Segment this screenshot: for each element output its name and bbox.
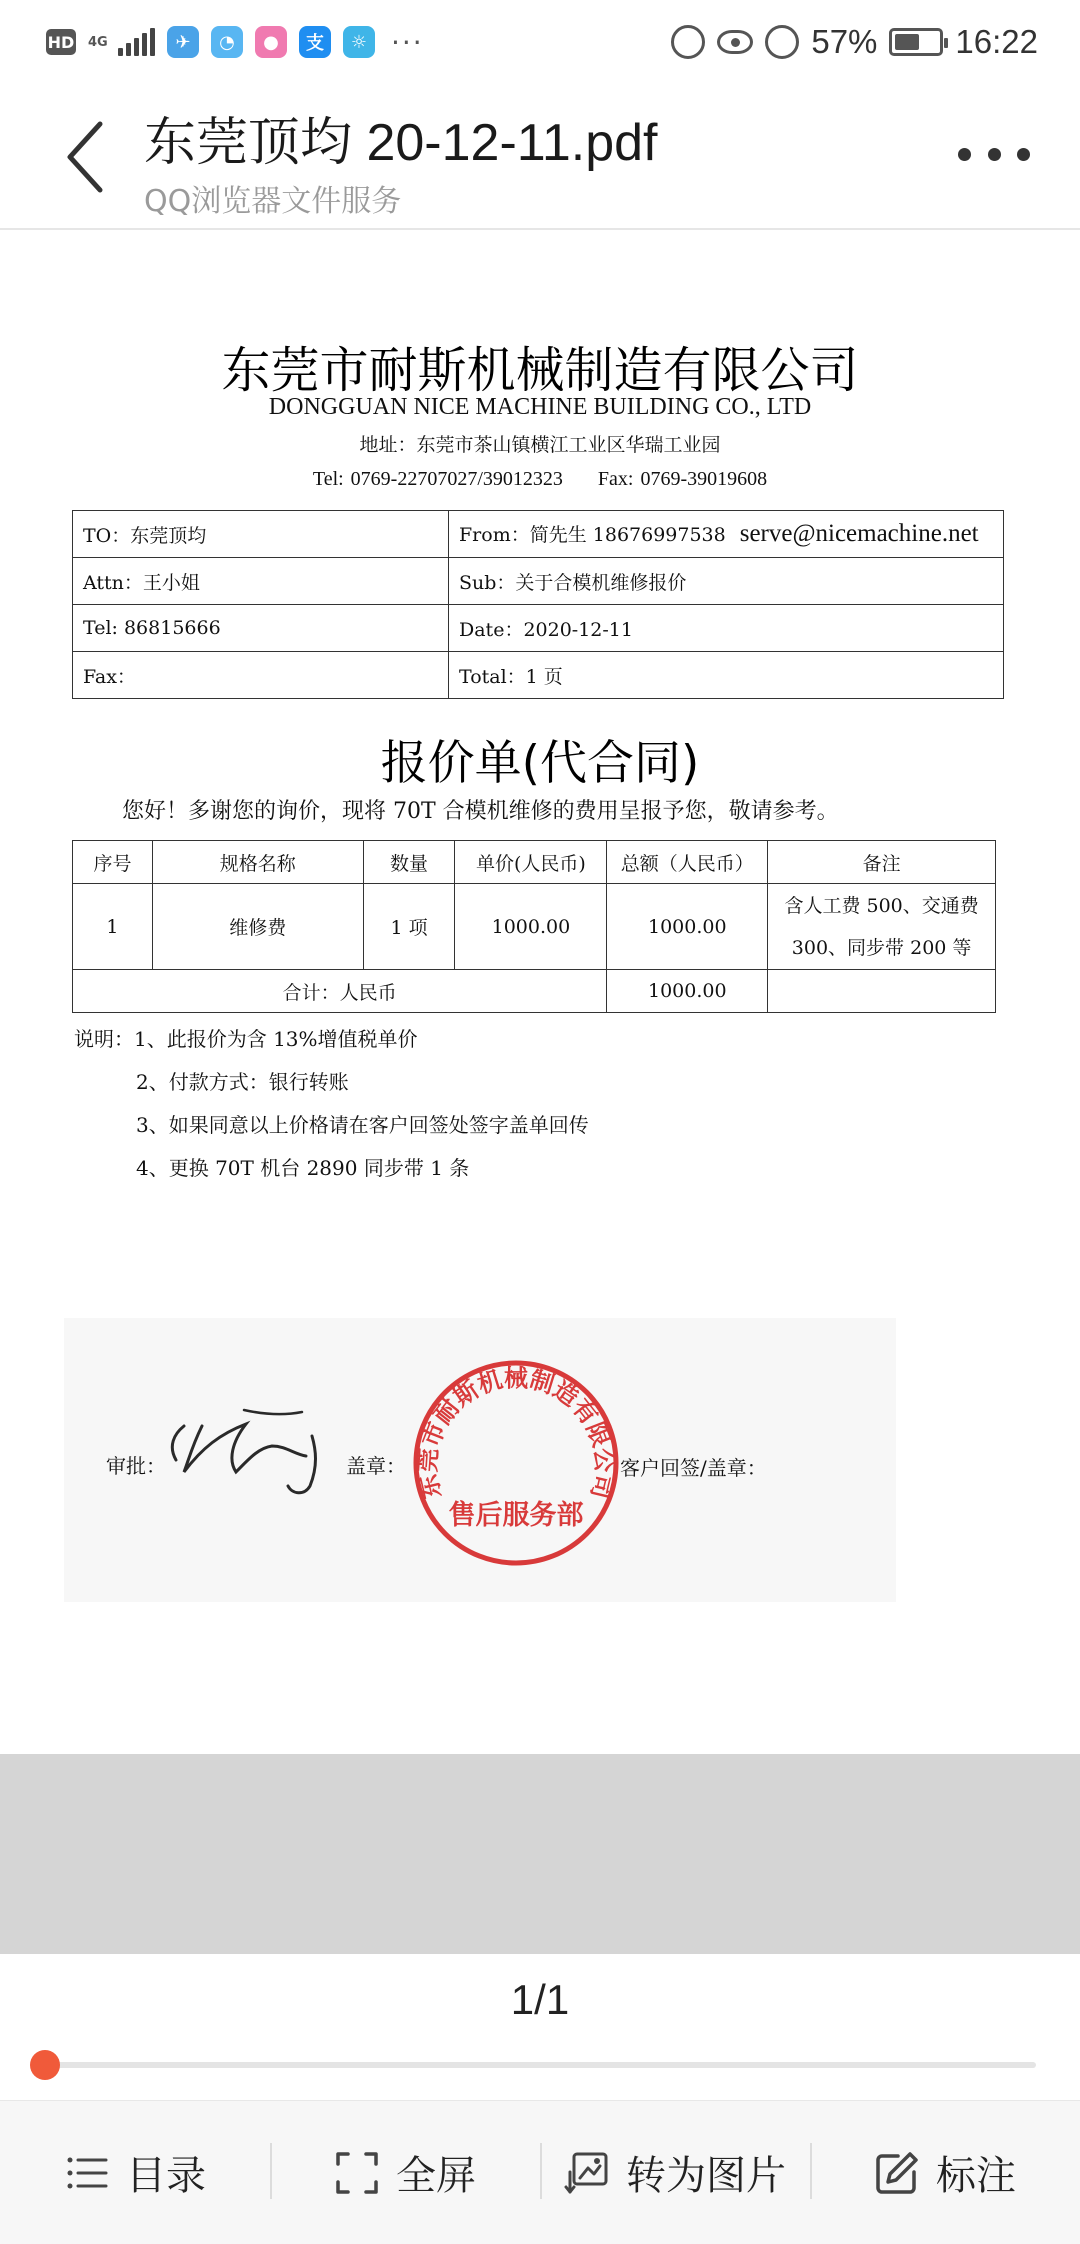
company-address: 地址：东莞市茶山镇横江工业区华瑞工业园 <box>359 434 721 456</box>
list-icon <box>64 2150 110 2196</box>
cell-no: 1 <box>73 884 153 970</box>
status-bar <box>0 0 1080 84</box>
info-tel: Tel: 86815666 <box>73 605 449 652</box>
convert-to-image-label: 转为图片 <box>626 2153 786 2199</box>
cell-amount: 1000.00 <box>607 884 768 970</box>
info-attn: Attn：王小姐 <box>73 558 449 605</box>
annotate-button[interactable] <box>810 2101 1080 2244</box>
total-label: 合计：人民币 <box>73 970 607 1013</box>
company-contact <box>0 468 1080 491</box>
approve-label: 审批： <box>106 1454 166 1478</box>
note-line: 2、付款方式：银行转账 <box>136 1070 349 1094</box>
back-button[interactable] <box>56 112 116 202</box>
note-line: 说明：1、此报价为含 13%增值税单价 <box>74 1027 418 1051</box>
signal-icon <box>118 28 155 56</box>
info-fax: Fax： <box>73 652 449 699</box>
page-slider-thumb[interactable] <box>30 2050 60 2080</box>
bulb-app-icon: ☼ <box>343 26 375 58</box>
page-slider-track[interactable] <box>44 2062 1036 2068</box>
toc-button[interactable] <box>0 2101 270 2244</box>
convert-to-image-button[interactable] <box>540 2101 810 2244</box>
dot-icon <box>958 148 971 161</box>
info-row <box>73 511 1004 558</box>
image-convert-icon <box>564 2150 610 2196</box>
edit-icon <box>874 2150 920 2196</box>
toc-label: 目录 <box>126 2153 206 2199</box>
info-to: TO：东莞顶均 <box>73 511 449 558</box>
col-header: 数量 <box>363 841 455 884</box>
greeting-text: 您好！多谢您的询价，现将 70T 合模机维修的费用呈报予您，敬请参考。 <box>122 799 839 824</box>
company-tel: Tel: 0769-22707027/39012323 <box>312 468 563 490</box>
app-header <box>0 84 1080 230</box>
col-header: 规格名称 <box>152 841 363 884</box>
info-email: serve@nicemachine.net <box>739 520 979 547</box>
battery-fill <box>895 34 919 50</box>
battery-percent: 57% <box>811 23 878 60</box>
info-table <box>72 510 1004 699</box>
table-row <box>73 884 996 970</box>
info-row <box>73 605 1004 652</box>
info-sub: Sub：关于合模机维修报价 <box>449 558 1004 605</box>
pdf-page[interactable] <box>0 232 1080 1754</box>
note-line: 3、如果同意以上价格请在客户回签处签字盖单回传 <box>136 1113 589 1137</box>
handwritten-signature <box>162 1390 362 1510</box>
signature-area <box>64 1318 896 1602</box>
quote-title: 报价单(代合同) <box>380 736 700 791</box>
quote-header-row <box>73 841 996 884</box>
company-seal-stamp <box>409 1356 623 1570</box>
alipay-app-icon: 支 <box>299 26 331 58</box>
fullscreen-button[interactable] <box>270 2101 540 2244</box>
quote-table <box>72 840 996 1013</box>
remark-line: 含人工费 500、交通费 <box>784 894 979 917</box>
remark-line: 300、同步带 200 等 <box>791 936 972 959</box>
col-header: 单价(人民币) <box>455 841 607 884</box>
svg-text:售后服务部: 售后服务部 <box>448 1500 584 1531</box>
clock: 16:22 <box>955 23 1038 60</box>
alarm-icon <box>765 25 799 59</box>
page-gap <box>0 1754 1080 1954</box>
info-date: Date：2020-12-11 <box>449 605 1004 652</box>
fullscreen-label: 全屏 <box>396 2153 476 2199</box>
more-menu-button[interactable] <box>958 134 1030 174</box>
chevron-left-icon <box>56 112 116 202</box>
info-total: Total：1 页 <box>449 652 1004 699</box>
customer-sign-label: 客户回签/盖章： <box>620 1456 767 1480</box>
info-row <box>73 558 1004 605</box>
svg-text:东莞市耐斯机械制造有限公司: 东莞市耐斯机械制造有限公司 <box>412 1363 620 1502</box>
cell-unit-price: 1000.00 <box>455 884 607 970</box>
note-line: 4、更换 70T 机台 2890 同步带 1 条 <box>136 1156 470 1180</box>
paper-plane-app-icon: ✈ <box>167 26 199 58</box>
col-header: 备注 <box>768 841 996 884</box>
col-header: 总额（人民币） <box>607 841 768 884</box>
data-saver-icon <box>671 25 705 59</box>
info-from: From：简先生 18676997538 <box>459 524 726 546</box>
fullscreen-icon <box>334 2150 380 2196</box>
cell-name: 维修费 <box>152 884 363 970</box>
eye-comfort-icon <box>717 30 753 54</box>
total-empty <box>768 970 996 1013</box>
status-right <box>671 18 1038 66</box>
file-title: 东莞顶均 20-12-11.pdf <box>144 114 658 172</box>
total-row <box>73 970 996 1013</box>
game-app-icon: ● <box>255 26 287 58</box>
dot-icon <box>1017 148 1030 161</box>
info-row <box>73 652 1004 699</box>
col-header: 序号 <box>73 841 153 884</box>
page-navigator <box>0 1954 1080 2100</box>
status-left <box>46 22 424 62</box>
more-notifications-icon: ··· <box>391 25 424 59</box>
total-amount: 1000.00 <box>607 970 768 1013</box>
dot-icon <box>988 148 1001 161</box>
notes <box>74 1018 589 1190</box>
company-fax: Fax: 0769-39019608 <box>597 468 768 490</box>
hd-badge: HD <box>46 29 76 55</box>
page-counter: 1/1 <box>510 1976 570 2023</box>
seal-label: 盖章： <box>346 1454 406 1478</box>
bottom-toolbar <box>0 2100 1080 2244</box>
battery-icon <box>889 28 943 56</box>
file-source: QQ浏览器文件服务 <box>144 184 402 219</box>
cell-qty: 1 项 <box>363 884 455 970</box>
annotate-label: 标注 <box>936 2153 1016 2199</box>
cell-remark <box>768 884 996 970</box>
info-from-cell <box>449 511 1004 558</box>
weather-app-icon: ◔ <box>211 26 243 58</box>
network-type: 4G <box>88 34 108 50</box>
company-name-cn: 东莞市耐斯机械制造有限公司 <box>221 342 859 399</box>
company-name-en: DONGGUAN NICE MACHINE BUILDING CO., LTD <box>268 394 812 420</box>
